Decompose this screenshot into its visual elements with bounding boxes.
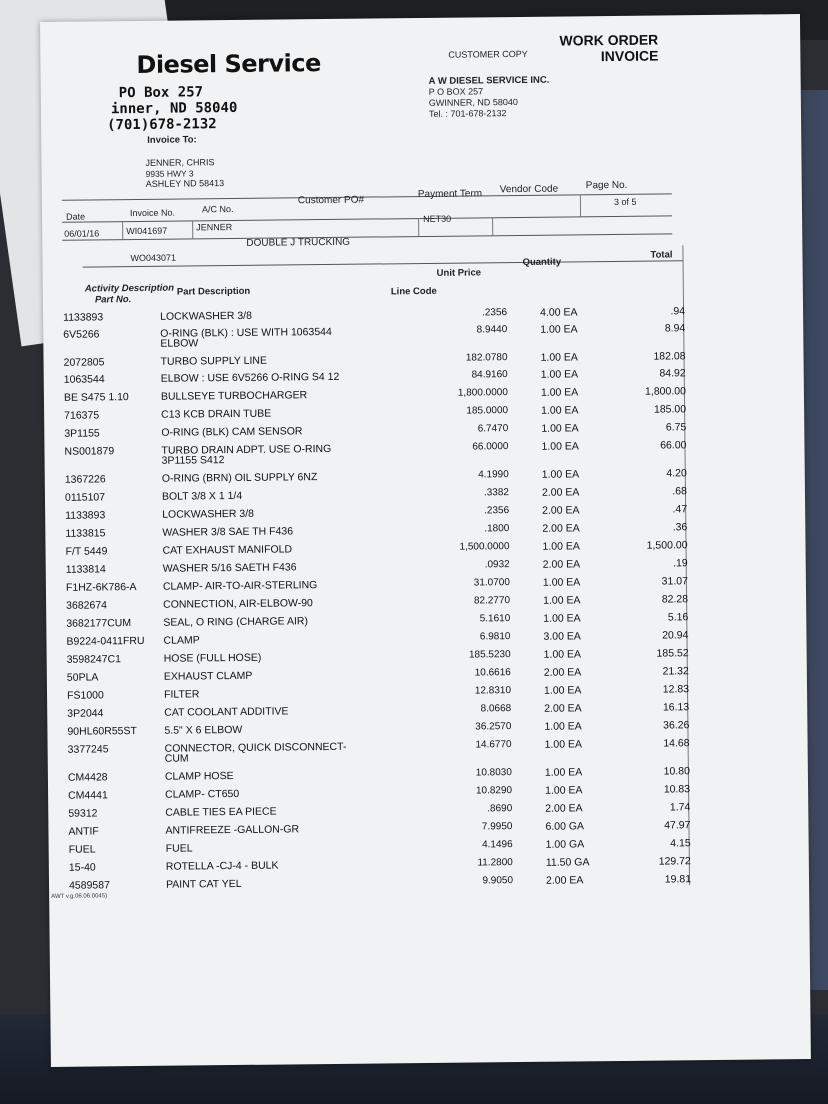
part-number: 1133893 <box>63 311 104 324</box>
quantity: 2.00 EA <box>543 666 582 679</box>
unit-price: 66.0000 <box>472 441 509 453</box>
part-number: F1HZ-6K786-A <box>65 581 137 594</box>
company-logo-name: Diesel Service <box>136 49 321 79</box>
part-description: CONNECTION, AIR-ELBOW-90 <box>163 597 313 611</box>
info-header-page-no: Page No. <box>585 179 628 192</box>
unit-price: 11.2800 <box>477 857 513 869</box>
unit-price: 10.8030 <box>475 767 512 779</box>
quantity: 6.00 GA <box>545 820 585 833</box>
unit-price: 36.2570 <box>475 721 512 733</box>
line-total: .94 <box>670 305 686 318</box>
part-number: 0115107 <box>64 491 106 504</box>
part-number: ANTIF <box>68 825 99 838</box>
quantity: 4.00 EA <box>540 306 578 319</box>
part-description: CLAMP- AIR-TO-AIR-STERLING <box>162 579 318 593</box>
unit-price: 7.9950 <box>481 821 513 833</box>
quantity: 2.00 EA <box>541 486 580 499</box>
info-value-invoice-no: WI041697 <box>126 225 168 237</box>
work-order-number: WO043071 <box>130 252 177 264</box>
quantity: 3.00 EA <box>543 630 581 643</box>
part-description: ELBOW : USE 6V5266 O-RING S4 12 <box>160 370 340 385</box>
unit-price: 31.0700 <box>473 577 510 589</box>
customer-name: DOUBLE J TRUCKING <box>246 236 351 249</box>
unit-price: 182.0780 <box>465 352 508 364</box>
header-unit-price: Unit Price <box>436 267 482 279</box>
info-header-date: Date <box>65 211 86 222</box>
company-name: A W DIESEL SERVICE INC. <box>428 74 550 87</box>
unit-price: 8.9440 <box>476 324 508 336</box>
part-description: ANTIFREEZE -GALLON-GR <box>165 823 300 837</box>
quantity: 1.00 EA <box>540 323 578 336</box>
part-number: 1063544 <box>63 373 105 386</box>
line-total: .47 <box>672 503 688 516</box>
part-number: CM4428 <box>67 771 108 784</box>
part-number: 1133814 <box>65 563 106 576</box>
part-description: LOCKWASHER 3/8 <box>160 309 252 323</box>
unit-price: 4.1496 <box>481 839 513 851</box>
part-number: FS1000 <box>66 689 104 702</box>
part-description: WASHER 5/16 SAETH F436 <box>162 561 297 575</box>
unit-price: .2356 <box>484 505 510 517</box>
part-description: O-RING (BLK) CAM SENSOR <box>161 425 303 439</box>
part-description: WASHER 3/8 SAE TH F436 <box>162 525 294 539</box>
line-total: 82.28 <box>661 593 689 606</box>
part-description: O-RING (BRN) OIL SUPPLY 6NZ <box>161 471 318 485</box>
part-number: 3377245 <box>67 743 109 756</box>
part-description: CAT EXHAUST MANIFOLD <box>162 543 293 557</box>
line-total: 10.80 <box>663 765 690 778</box>
part-number: CM4441 <box>68 789 108 802</box>
line-total: 182.08 <box>653 350 686 363</box>
company-tel: Tel. : 701-678-2132 <box>428 108 507 119</box>
part-number: 59312 <box>68 807 98 820</box>
quantity: 2.00 EA <box>545 802 583 815</box>
unit-price: 4.1990 <box>478 469 509 481</box>
line-total: 10.83 <box>663 783 691 796</box>
part-number: 2072805 <box>63 356 105 369</box>
part-number: 15-40 <box>68 861 96 874</box>
header-quantity: Quantity <box>522 256 562 268</box>
unit-price: 185.5230 <box>468 649 511 661</box>
part-description: TURBO DRAIN ADPT. USE O-RING <box>161 442 332 457</box>
invoice-to-name: JENNER, CHRIS <box>145 157 215 168</box>
part-description: CLAMP <box>163 634 200 647</box>
part-number: NS001879 <box>64 445 115 458</box>
line-total: .19 <box>673 557 688 570</box>
quantity: 1.00 EA <box>541 468 580 481</box>
unit-price: .0932 <box>484 559 510 571</box>
quantity: 1.00 EA <box>543 684 582 697</box>
part-description-continued: ELBOW <box>160 337 199 350</box>
header-total: Total <box>650 249 673 261</box>
part-number: 1367226 <box>64 473 106 486</box>
quantity: 1.00 GA <box>545 838 585 851</box>
footer-code: AWT v.g.06.06.0045) <box>51 893 108 900</box>
unit-price: .3382 <box>483 487 510 499</box>
part-number: 3P2044 <box>67 707 104 720</box>
part-number: FUEL <box>68 843 96 856</box>
line-total: 8.94 <box>664 322 686 335</box>
part-number: 1133815 <box>65 527 106 540</box>
line-total: 185.00 <box>653 403 687 416</box>
line-total: .36 <box>672 521 688 534</box>
line-total: 19.81 <box>664 873 692 886</box>
part-description: FUEL <box>165 842 193 855</box>
invoice-to-street: 9935 HWY 3 <box>145 168 194 179</box>
part-description: CAT COOLANT ADDITIVE <box>164 705 289 719</box>
unit-price: 10.6616 <box>474 667 511 679</box>
unit-price: 10.8290 <box>475 785 513 797</box>
part-description: TURBO SUPPLY LINE <box>160 354 268 368</box>
unit-price: .2356 <box>481 307 508 319</box>
quantity: 1.00 EA <box>542 540 580 553</box>
part-number: 4589587 <box>68 879 110 892</box>
line-total: 4.15 <box>670 837 691 850</box>
info-header-customer-po: Customer PO# <box>297 194 365 207</box>
logo-phone: (701)678-2132 <box>107 116 217 134</box>
document-title-line2: INVOICE <box>600 47 659 65</box>
line-total: 36.26 <box>663 719 690 732</box>
unit-price: 82.2770 <box>473 595 511 607</box>
info-table-divider <box>122 221 123 239</box>
part-description-continued: 3P1155 S412 <box>161 454 225 467</box>
quantity: 1.00 EA <box>542 576 581 589</box>
info-table-divider <box>418 218 419 236</box>
quantity: 1.00 EA <box>540 351 578 364</box>
header-activity: Activity Description <box>84 282 175 295</box>
line-total: 129.72 <box>658 855 691 868</box>
quantity: 1.00 EA <box>545 784 583 797</box>
quantity: 1.00 EA <box>543 612 581 625</box>
part-number: 3598247C1 <box>66 653 122 666</box>
line-total: .68 <box>672 485 688 498</box>
info-table-divider <box>580 194 581 216</box>
line-total: 84.92 <box>659 367 686 380</box>
part-number: 6V5266 <box>63 328 100 341</box>
info-header-vendor-code: Vendor Code <box>499 183 559 196</box>
unit-price: 12.8310 <box>474 685 512 697</box>
part-description: LOCKWASHER 3/8 <box>162 507 255 521</box>
header-line-code: Line Code <box>390 285 437 298</box>
quantity: 1.00 EA <box>540 386 579 399</box>
part-description: CONNECTOR, QUICK DISCONNECT- <box>164 740 347 755</box>
unit-price: 6.9810 <box>479 631 511 643</box>
unit-price: 8.0668 <box>480 703 512 715</box>
part-description: ROTELLA -CJ-4 - BULK <box>165 859 279 873</box>
info-value-ac-no: JENNER <box>196 221 233 233</box>
line-total: 66.00 <box>660 439 687 452</box>
unit-price: 14.6770 <box>475 739 512 751</box>
company-city: GWINNER, ND 58040 <box>428 97 518 108</box>
unit-price: 1,800.0000 <box>457 387 508 399</box>
unit-price: 185.0000 <box>466 405 509 417</box>
part-description: HOSE (FULL HOSE) <box>163 651 262 665</box>
info-header-payment-term: Payment Term <box>417 188 483 201</box>
line-total: 20.94 <box>662 629 689 642</box>
part-description: FILTER <box>163 688 200 701</box>
part-number: 3682177CUM <box>66 617 132 630</box>
line-total: 31.07 <box>661 575 688 588</box>
info-header-invoice-no: Invoice No. <box>129 207 176 219</box>
info-value-page-no: 3 of 5 <box>613 196 637 207</box>
quantity: 2.00 EA <box>542 522 580 535</box>
unit-price: .1800 <box>484 523 510 535</box>
part-description-continued: CUM <box>164 752 189 765</box>
unit-price: 1,500.0000 <box>459 541 510 553</box>
copy-label: CUSTOMER COPY <box>448 48 528 60</box>
quantity: 2.00 EA <box>544 702 582 715</box>
quantity: 2.00 EA <box>542 558 581 571</box>
header-part-description: Part Description <box>176 285 251 298</box>
line-total: 5.16 <box>667 611 689 624</box>
company-box: P O BOX 257 <box>428 86 484 97</box>
quantity: 1.00 EA <box>541 422 579 435</box>
quantity: 2.00 EA <box>542 504 580 517</box>
part-description: PAINT CAT YEL <box>165 877 242 891</box>
part-description: BULLSEYE TURBOCHARGER <box>160 389 308 403</box>
document-title-line1: WORK ORDER <box>559 31 659 49</box>
quantity: 1.00 EA <box>543 648 582 661</box>
info-table-divider <box>492 217 493 235</box>
header-part-no: Part No. <box>94 294 132 306</box>
part-description: O-RING (BLK) : USE WITH 1063544 <box>160 325 332 340</box>
unit-price: 9.9050 <box>482 875 514 887</box>
part-number: F/T 5449 <box>65 545 108 558</box>
unit-price: 6.7470 <box>477 423 509 435</box>
invoice-page <box>40 14 811 1067</box>
invoice-to-city: ASHLEY ND 58413 <box>145 178 225 189</box>
line-total: 1,800.00 <box>644 385 686 398</box>
quantity: 1.00 EA <box>544 738 583 751</box>
quantity: 1.00 EA <box>540 368 579 381</box>
part-number: 716375 <box>64 409 100 422</box>
unit-price: 5.1610 <box>479 613 511 625</box>
line-total: 6.75 <box>665 421 687 434</box>
line-total: 4.20 <box>666 467 687 480</box>
unit-price: .8690 <box>487 803 513 815</box>
quantity: 1.00 EA <box>544 720 582 733</box>
unit-price: 84.9160 <box>471 369 508 381</box>
info-value-payment-term: NET30 <box>423 213 452 224</box>
quantity: 1.00 EA <box>543 594 581 607</box>
part-description: 5.5" X 6 ELBOW <box>164 723 243 737</box>
info-header-ac-no: A/C No. <box>201 203 234 215</box>
part-number: 90HL60R55ST <box>67 725 137 738</box>
line-total: 14.68 <box>663 737 690 750</box>
part-description: CABLE TIES EA PIECE <box>165 805 277 819</box>
logo-address-box: PO Box 257 <box>118 84 204 102</box>
part-description: CLAMP- CT650 <box>165 787 240 801</box>
quantity: 1.00 EA <box>541 440 579 453</box>
quantity: 1.00 EA <box>541 404 579 417</box>
line-total: 16.13 <box>662 701 690 714</box>
quantity: 2.00 EA <box>545 874 584 887</box>
line-total: 1.74 <box>669 801 691 814</box>
line-total: 47.97 <box>664 819 691 832</box>
info-value-date: 06/01/16 <box>64 228 100 239</box>
part-description: EXHAUST CLAMP <box>163 669 253 683</box>
document-title <box>533 32 658 65</box>
part-number: 3P1155 <box>64 427 100 440</box>
part-number: BE S475 1.10 <box>63 391 129 404</box>
quantity: 11.50 GA <box>545 856 590 869</box>
back-page-text <box>0 19 1 120</box>
info-table-divider <box>192 220 193 238</box>
part-description: SEAL, O RING (CHARGE AIR) <box>163 615 309 629</box>
logo-address-city: inner, ND 58040 <box>110 99 238 118</box>
line-total: 1,500.00 <box>646 539 688 552</box>
line-total: 185.52 <box>656 647 689 660</box>
part-description: C13 KCB DRAIN TUBE <box>161 407 272 421</box>
line-total: 12.83 <box>662 683 690 696</box>
part-number: 50PLA <box>66 671 99 684</box>
invoice-to-label: Invoice To: <box>147 134 197 146</box>
part-number: 3682674 <box>66 599 108 612</box>
part-number: 1133893 <box>65 509 106 522</box>
part-description: CLAMP HOSE <box>164 770 234 783</box>
line-total: 21.32 <box>662 665 689 678</box>
part-number: B9224-0411FRU <box>66 634 145 648</box>
part-description: BOLT 3/8 X 1 1/4 <box>161 489 243 503</box>
quantity: 1.00 EA <box>544 766 583 779</box>
